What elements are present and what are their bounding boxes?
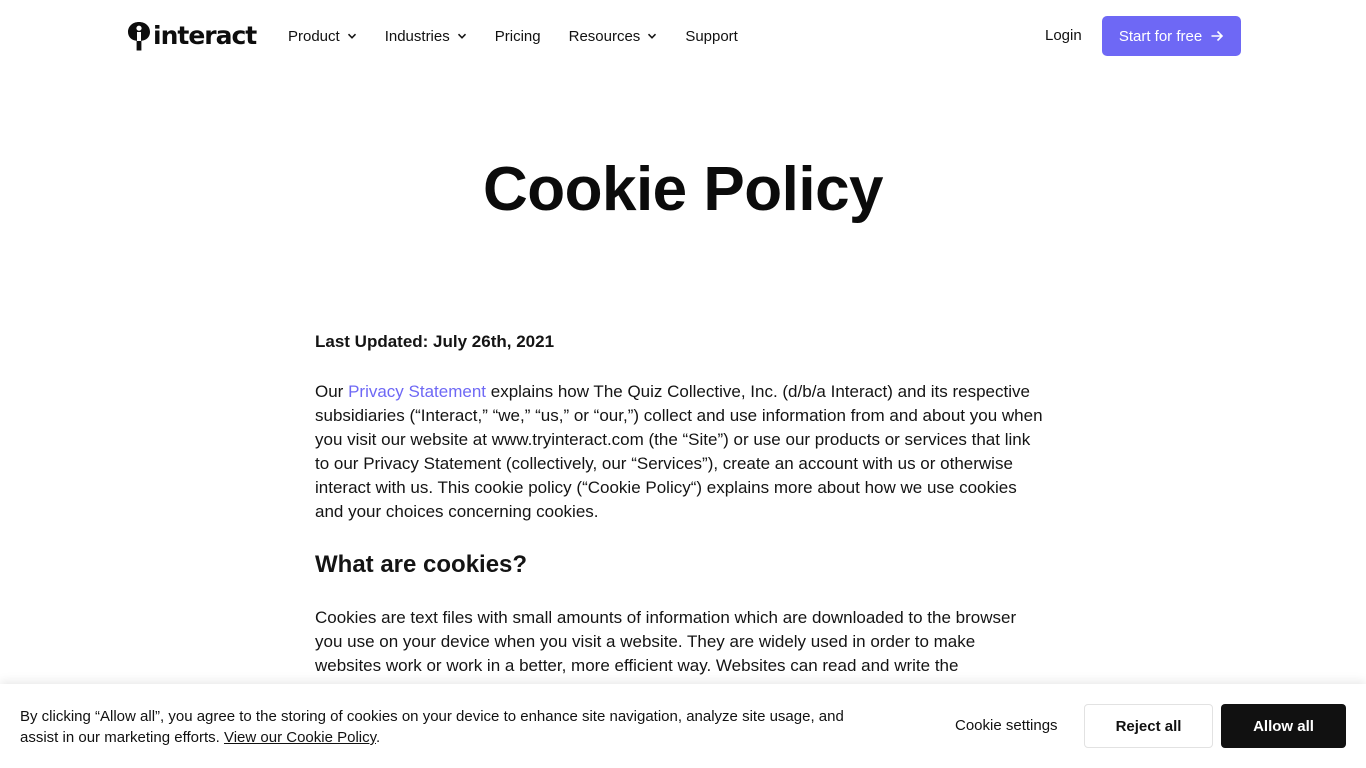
nav-item-label: Resources bbox=[568, 27, 641, 45]
reject-all-button[interactable]: Reject all bbox=[1084, 704, 1213, 748]
site-header bbox=[0, 0, 1366, 72]
cookie-policy-link[interactable]: View our Cookie Policy bbox=[223, 729, 376, 746]
cookie-settings-button[interactable]: Cookie settings bbox=[955, 717, 1058, 734]
chevron-down-icon bbox=[647, 31, 657, 41]
section-paragraph: Cookies are text files with small amounts of information which are downloaded to the browser you use on your device when you visit a website. They are widely used in order to make websites work or work in a better, more efficient way. Websites can read and write the bbox=[315, 608, 1017, 675]
nav-item-resources[interactable] bbox=[569, 28, 658, 45]
chevron-down-icon bbox=[347, 31, 357, 41]
cookie-banner-message: By clicking “Allow all”, you agree to the storing of cookies on your device to enhance site navigation, analyze site usage, and assist in our marketing efforts. bbox=[20, 708, 844, 746]
nav-item-label: Support bbox=[685, 27, 738, 45]
nav-item-label: Pricing bbox=[494, 27, 541, 45]
main-nav bbox=[288, 24, 766, 48]
policy-content bbox=[315, 330, 1045, 704]
nav-item-support[interactable] bbox=[685, 28, 738, 45]
interact-logo-icon bbox=[126, 21, 152, 51]
section-heading: What are cookies? bbox=[315, 551, 528, 578]
nav-item-label: Product bbox=[288, 27, 340, 45]
intro-prefix: Our bbox=[315, 382, 349, 401]
intro-text: explains how The Quiz Collective, Inc. (d/b/a Interact) and its respective subsidiaries (“Interact,” “we,” “us,” or “our,”) collect and use information from and about you when you visit our website at www.tryinteract.com (the “Site”) or use our products or services that link to our Privacy Statement (collectively, our “Services”), create an account with us or otherwise interact with us. This cookie policy (“Cookie Policy“) explains more about how we use cookies and your choices concerning cookies. bbox=[315, 382, 1043, 521]
logo-text: interact bbox=[153, 21, 257, 50]
start-for-free-button[interactable] bbox=[1102, 16, 1241, 56]
privacy-statement-link[interactable]: Privacy Statement bbox=[348, 382, 487, 401]
cookie-banner-suffix: . bbox=[376, 729, 381, 746]
page-title: Cookie Policy bbox=[482, 155, 884, 224]
nav-item-pricing[interactable] bbox=[495, 28, 541, 45]
nav-item-industries[interactable] bbox=[385, 28, 467, 45]
cookie-banner bbox=[0, 684, 1366, 768]
login-link[interactable]: Login bbox=[1045, 27, 1082, 44]
logo[interactable] bbox=[126, 21, 256, 51]
chevron-down-icon bbox=[457, 31, 467, 41]
nav-item-product[interactable] bbox=[288, 28, 357, 45]
allow-all-button[interactable]: Allow all bbox=[1221, 704, 1346, 748]
intro-paragraph bbox=[315, 380, 1045, 524]
last-updated: Last Updated: July 26th, 2021 bbox=[315, 332, 555, 351]
cta-label: Start for free bbox=[1118, 27, 1203, 45]
cookie-banner-text bbox=[20, 706, 880, 748]
nav-item-label: Industries bbox=[384, 27, 450, 45]
arrow-right-icon bbox=[1210, 29, 1224, 43]
